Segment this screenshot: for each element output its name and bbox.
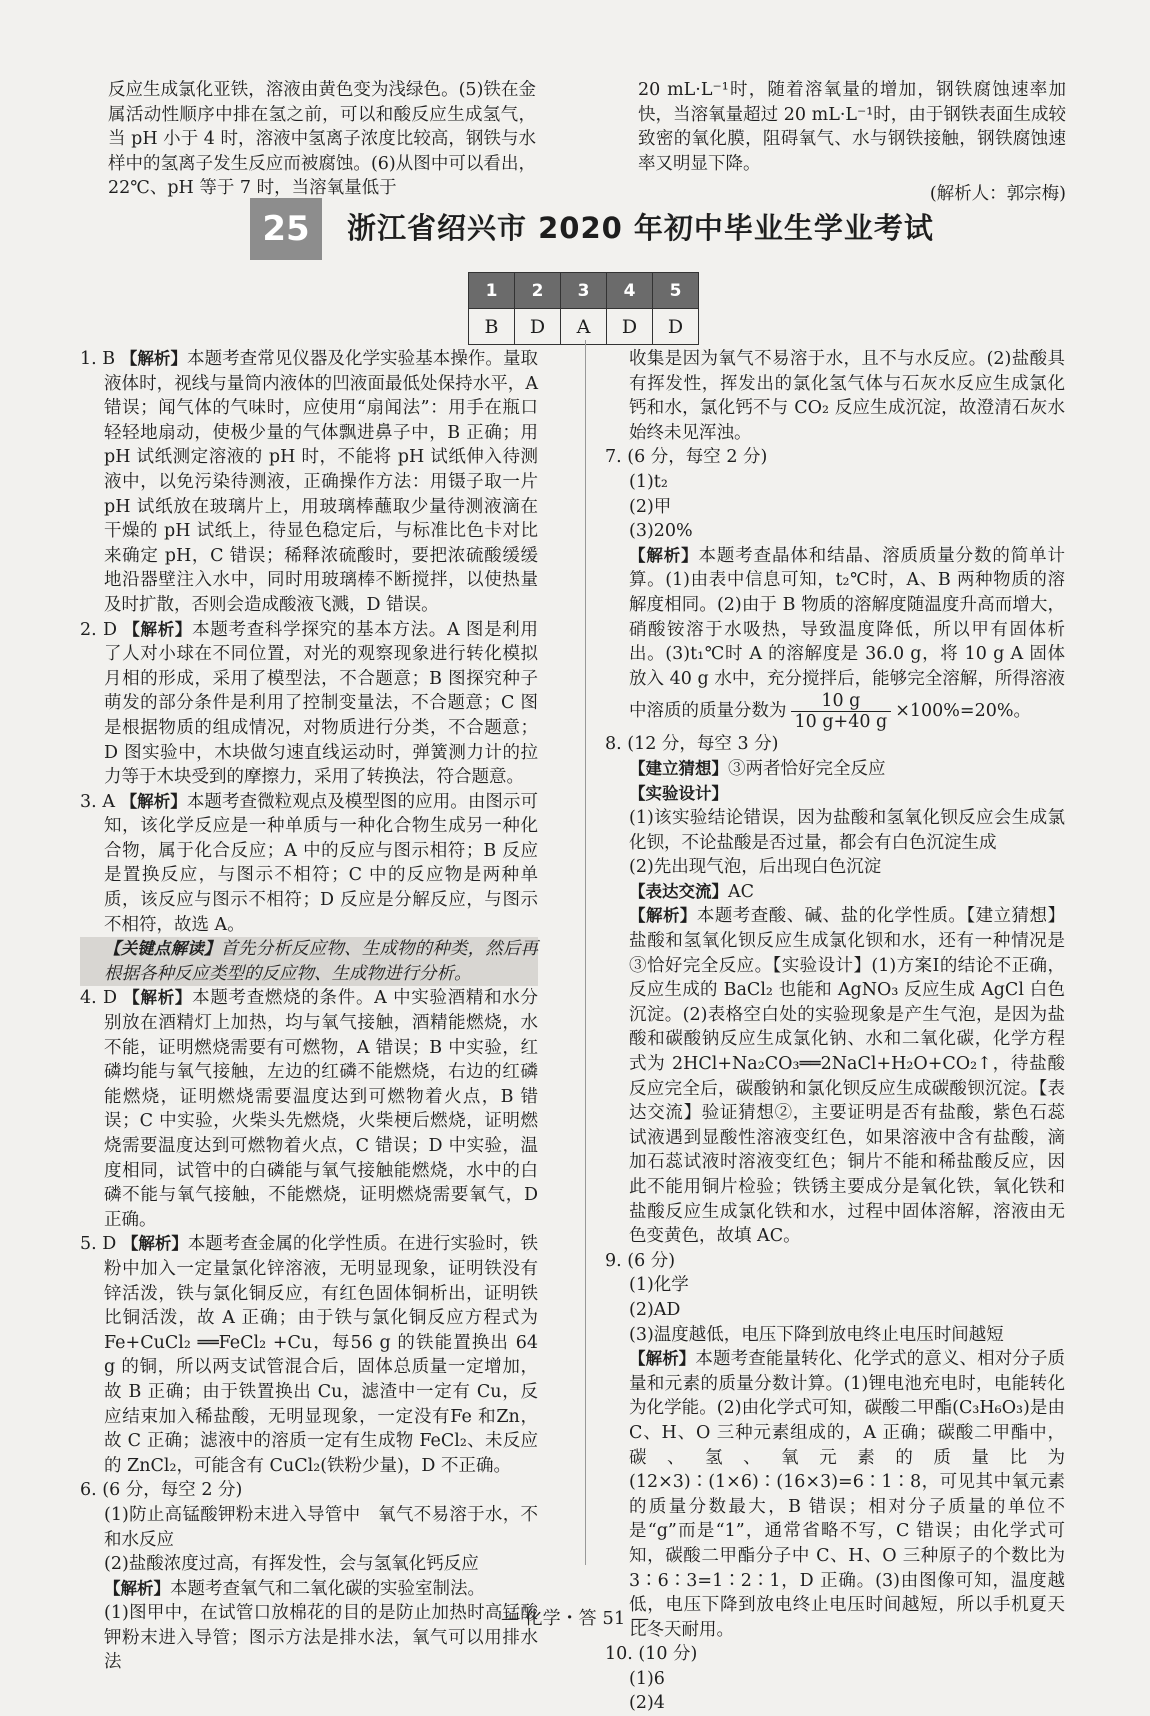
question-number-cell: 5: [653, 273, 699, 309]
right-column: [605, 347, 1065, 1716]
question-7-answer-3: (3)20%: [629, 521, 693, 542]
question-7-answer-2: (2)甲: [629, 496, 672, 517]
answer-table-answer-row: [469, 309, 699, 345]
analysis-tag: 【解析】: [123, 988, 193, 1008]
explanation-text: 本题考查科学探究的基本方法。A 图是利用了人对小球在不同位置，对光的观察现象进行转化模拟月相的形成，采用了模型法，不合题意；B 图探究种子萌发的部分条件是利用了控制变量法，不合题意；C 图是根据物质的组成情况，对物质进行分类，不合题意；D 图实验中，木块做匀速直线运动时，弹簧测力计的拉力等于木块受到的摩擦力，采用了转换法，符合题意。: [104, 619, 539, 788]
exchange-answer: AC: [728, 881, 755, 902]
section-title: 浙江省绍兴市 2020 年初中毕业生学业考试: [347, 211, 934, 245]
question-3-explanation: [80, 790, 538, 938]
analysis-tag: 【解析】: [629, 1349, 696, 1369]
analysis-tag: 【解析】: [121, 1234, 188, 1254]
question-9-explanation: [605, 1347, 1065, 1642]
analysis-tag: 【解析】: [120, 349, 188, 368]
question-8-explanation: [605, 904, 1065, 1248]
answer-table-header-row: [469, 273, 699, 309]
answer-cell: B: [469, 309, 515, 345]
section-header: [250, 198, 950, 264]
question-10-heading: 10. (10 分): [605, 1644, 698, 1665]
answer-cell: D: [653, 309, 699, 345]
key-point-text: 首先分析反应物、生成物的种类，然后再根据各种反应类型的反应物、生成物进行分析。: [104, 939, 539, 984]
explanation-text: 本题考查金属的化学性质。在进行实验时，铁粉中加入一定量氯化锌溶液，无明显现象，证明铁没有锌活泼，铁与氯化铜反应，有红色固体铜析出，证明铁比铜活泼，故 A 正确；由于铁与氯化铜反应方程式为 Fe+CuCl₂ ══FeCl₂ +Cu，每56 g 的铁能置换出 64 g 的铜，所以两支试管混合后，固体总质量一定增加，故 B 正确；由于铁置换出 Cu，滤渣中一定有 Cu，反应结束加入稀盐酸，无明显现象，一定没有Fe 和Zn，故 C 正确；滤液中的溶质一定有生成物 FeCl₂、未反应的 ZnCl₂，可能含有 CuCl₂(铁粉少量)，D 不正确。: [104, 1234, 538, 1476]
question-2-explanation: [80, 618, 538, 790]
question-number: 1. B: [80, 349, 116, 369]
question-10-answer-1: (1)6: [629, 1668, 665, 1689]
fraction-denominator: 10 g+40 g: [794, 712, 888, 733]
question-8-design-2: (2)先出现气泡，后出现白色沉淀: [629, 857, 882, 878]
section-tag: 【实验设计】: [629, 783, 728, 803]
question-8-hypothesis: [605, 757, 1065, 782]
explanation-text: 本题考查常见仪器及化学实验基本操作。量取液体时，视线与量筒内液体的凹液面最低处保持水平，A 错误；闻气体的气味时，应使用“扇闻法”：用手在瓶口轻轻地扇动，使极少量的气体飘进鼻子中，B 正确；用 pH 试纸测定溶液的 pH 时，不能将 pH 试纸伸入待测液中，以免污染待测液，正确操作方法：用镊子取一片 pH 试纸放在玻璃片上，用玻璃棒蘸取少量待测液滴在干燥的 pH 试纸上，待显色稳定后，与标准比色卡对比来确定 pH，C 错误；稀释浓硫酸时，要把浓硫酸缓缓地沿器壁注入水中，同时用玻璃棒不断搅拌，以使热量及时扩散，否则会造成酸液飞溅，D 错误。: [104, 349, 538, 615]
answer-cell: D: [607, 309, 653, 345]
explanation-text: 本题考查燃烧的条件。A 中实验酒精和水分别放在酒精灯上加热，均与氧气接触，酒精能燃烧，水不能，证明燃烧需要有可燃物，A 错误；B 中实验，红磷均能与氧气接触，左边的红磷不能燃烧，右边的红磷能燃烧，证明燃烧需要温度达到可燃物着火点，B 错误；C 中实验，火柴头先燃烧，火柴梗后燃烧，证明燃烧需要温度达到可燃物着火点，C 错误；D 中实验，温度相同，试管中的白磷能与氧气接触能燃烧，水中的白磷不能与氧气接触，不能燃烧，证明燃烧需要氧气，D 正确。: [104, 988, 539, 1230]
question-number-cell: 1: [469, 273, 515, 309]
question-8-design-tag: [605, 782, 1065, 807]
analysis-tag: 【解析】: [120, 791, 187, 811]
question-9-answer-1: (1)化学: [629, 1275, 689, 1296]
question-9-answer-3: (3)温度越低，电压下降到放电终止电压时间越短: [629, 1324, 1004, 1345]
explanation-text: 本题考查氧气和二氧化碳的实验室制法。: [170, 1578, 485, 1599]
answer-cell: D: [515, 309, 561, 345]
question-5-explanation: [80, 1232, 538, 1478]
question-number: 5. D: [80, 1234, 117, 1255]
top-right-column: [614, 78, 1066, 207]
question-7-answer-1: (1)t₂: [629, 471, 668, 492]
section-tag: 【建立猜想】: [629, 758, 728, 778]
fraction-numerator: 10 g: [791, 691, 892, 712]
explanation-text: 本题考查酸、碱、盐的化学性质。【建立猜想】盐酸和氢氧化钡反应生成氯化钡和水，还有一种情况是③恰好完全反应。【实验设计】(1)方案Ⅰ的结论不正确，反应生成的 BaCl₂ 也能和 AgNO₃ 反应生成 AgCl 白色沉淀。(2)表格空白处的实验现象是产生气泡，是因为盐酸和碳酸钠反应生成氯化钠、水和二氧化碳，化学方程式为 2HCl+Na₂CO₃══2NaCl+H₂O+CO₂↑，待盐酸反应完全后，碳酸钠和氯化钡反应生成碳酸钡沉淀。【表达交流】验证猜想②，主要证明是否有盐酸，紫色石蕊试液遇到显酸性溶液变红色，如果溶液中含有盐酸，滴加石蕊试液时溶液变红色；铜片不能和稀盐酸反应，因此不能用铜片检验；铁锈主要成分是氧化铁，氧化铁和盐酸反应生成氯化铁和水，过程中固体溶解，溶液由无色变黄色，故填 AC。: [629, 906, 1065, 1247]
fraction: [791, 691, 892, 732]
column-divider: [585, 340, 586, 1565]
top-right-paragraph: 20 mL·L⁻¹时，随着溶氧量的增加，钢铁腐蚀速率加快，当溶氧量超过 20 mL·L⁻¹时，由于钢铁表面生成较致密的氧化膜，阻碍氧气、水与钢铁接触，钢铁腐蚀速率又明显下降。: [638, 80, 1066, 174]
question-9-heading: 9. (6 分): [605, 1250, 676, 1271]
explanation-text: 本题考查微粒观点及模型图的应用。由图示可知，该化学反应是一种单质与一种化合物生成另一种化合物，属于化合反应；A 中的反应与图示相符；B 反应是置换反应，与图示不相符；C 中的反应物是两种单质，该反应与图示不相符；D 反应是分解反应，与图示不相符，故选 A。: [104, 791, 538, 935]
question-6-answer-2: (2)盐酸浓度过高，有挥发性，会与氢氧化钙反应: [104, 1554, 479, 1575]
analysis-tag: 【解析】: [629, 906, 697, 926]
key-point-tag: 【关键点解读】: [104, 939, 221, 959]
question-7-heading: 7. (6 分，每空 2 分): [605, 447, 768, 468]
section-number-badge: 25: [250, 198, 322, 260]
question-8-heading: 8. (12 分，每空 3 分): [605, 734, 779, 755]
explanation-text: 本题考查晶体和结晶、溶质质量分数的简单计算。(1)由表中信息可知，t₂℃时，A、B 两种物质的溶解度相同。(2)由于 B 物质的溶解度随温度升高而增大，硝酸铵溶于水吸热，导致温度降低，所以甲有固体析出。(3)t₁℃时 A 的溶解度是 36.0 g，将 10 g A 固体放入 40 g 水中，充分搅拌后，能够完全溶解，所得溶液中溶质的质量分数为: [629, 545, 1066, 722]
question-8-exchange: [605, 880, 1065, 905]
question-7-explanation: [605, 544, 1065, 733]
question-10-answer-2: (2)4: [629, 1693, 665, 1714]
answer-cell: A: [561, 309, 607, 345]
analyst-signature: (解析人：郭宗梅): [929, 184, 1066, 205]
question-number: 4. D: [80, 988, 117, 1009]
question-number-cell: 4: [607, 273, 653, 309]
analysis-tag: 【解析】: [629, 545, 699, 565]
section-tag: 【表达交流】: [629, 881, 728, 901]
analysis-tag: 【解析】: [123, 619, 193, 639]
explanation-text: 本题考查能量转化、化学式的意义、相对分子质量和元素的质量分数计算。(1)锂电池充电时，电能转化为化学能。(2)由化学式可知，碳酸二甲酯(C₃H₆O₃)是由 C、H、O 三种元素组成的，A 正确；碳酸二甲酯中，碳、氢、氧元素的质量比为(12×3)∶(1×6)∶(16×3)=6∶1∶8，可见其中氧元素的质量分数最大，B 错误；相对分子质量的单位不是“g”而是“1”，通常省略不写，C 错误；由化学式可知，碳酸二甲酯分子中 C、H、O 三种原子的个数比为 3∶6∶3=1∶2∶1，D 正确。(3)由图像可知，温度越低，电压下降到放电终止电压时间越短，所以手机夏天比冬天耐用。: [629, 1349, 1066, 1640]
key-point-note: [80, 937, 538, 986]
question-9-answer-2: (2)AD: [629, 1299, 681, 1320]
analysis-tag: 【解析】: [104, 1578, 170, 1598]
top-left-column: [84, 78, 536, 201]
question-6-explanation-cont: (1)图甲中，在试管口放棉花的目的是防止加热时高锰酸钾粉末进入导管；图示方法是排水法，氧气可以用排水法: [104, 1603, 538, 1673]
fraction-tail: ×100%=20%。: [895, 701, 1031, 722]
question-6-answer-1: (1)防止高锰酸钾粉末进入导管中 氧气不易溶于水，不和水反应: [104, 1504, 538, 1550]
top-left-paragraph: 反应生成氯化亚铁，溶液由黄色变为浅绿色。(5)铁在金属活动性顺序中排在氢之前，可以和酸反应生成氢气，当 pH 小于 4 时，溶液中氢离子浓度比较高，钢铁与水样中的氢离子发生反应而被腐蚀。(6)从图中可以看出，22℃、pH 等于 7 时，当溶氧量低于: [108, 80, 536, 199]
question-6-heading: 6. (6 分，每空 2 分): [80, 1480, 243, 1501]
question-number-cell: 3: [561, 273, 607, 309]
question-8-design-1: (1)该实验结论错误，因为盐酸和氢氧化钡反应会生成氯化钡，不论盐酸是否过量，都会有白色沉淀生成: [629, 808, 1065, 853]
question-6-explanation: [80, 1577, 538, 1602]
question-number-cell: 2: [515, 273, 561, 309]
hypothesis-text: ③两者恰好完全反应: [728, 758, 886, 779]
question-4-explanation: [80, 986, 538, 1232]
question-6-explanation-end: 收集是因为氧气不易溶于水，且不与水反应。(2)盐酸具有挥发性，挥发出的氯化氢气体与石灰水反应生成氯化钙和水，氯化钙不与 CO₂ 反应生成沉淀，故澄清石灰水始终未见浑浊。: [629, 349, 1065, 443]
page-footer: — 化学・答 51 —: [500, 1608, 650, 1629]
question-number: 2. D: [80, 619, 117, 640]
question-1-explanation: [80, 347, 538, 618]
question-number: 3. A: [80, 791, 115, 812]
left-column: [80, 347, 538, 1675]
answer-table: [468, 272, 699, 345]
